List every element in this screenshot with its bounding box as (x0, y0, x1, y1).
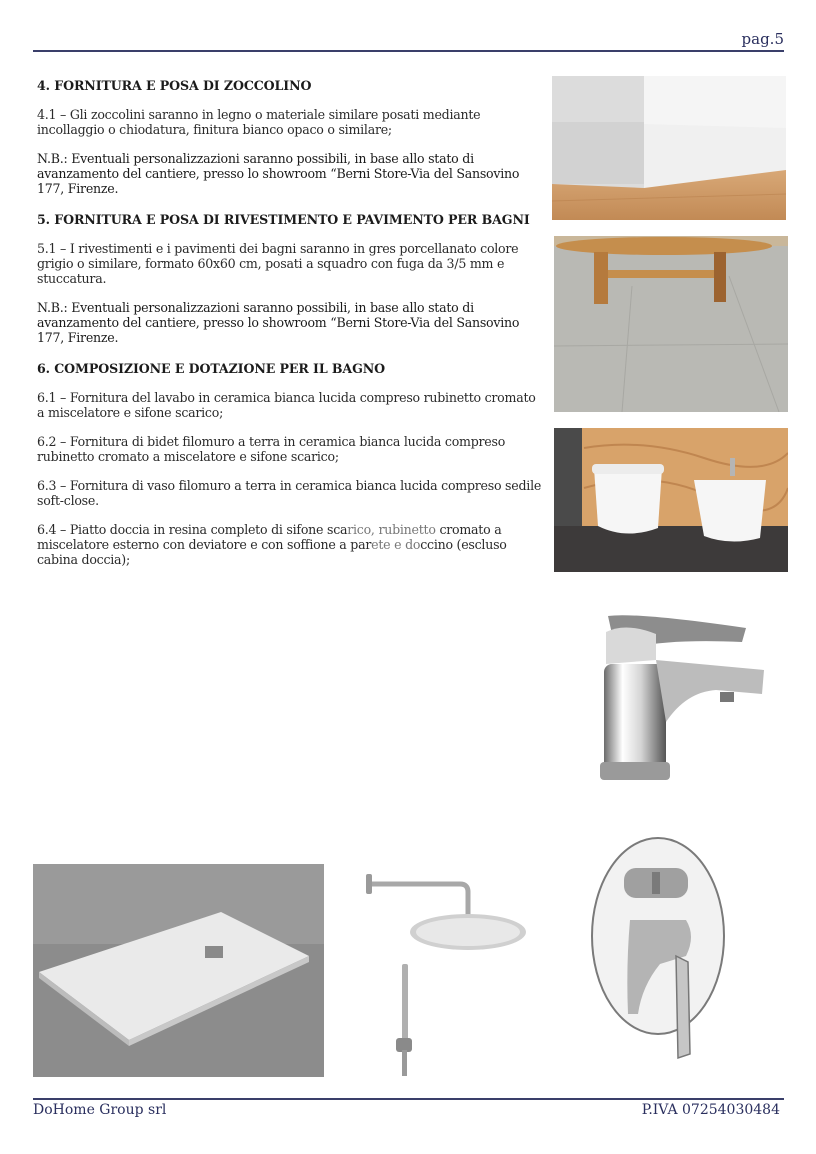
text-run: 6.4 – Piatto doccia in resina completo di sifone sca (37, 522, 348, 537)
note-paragraph: N.B.: Eventuali personalizzazioni saranno possibili, in base allo stato di avanzamento del cantiere, presso lo showroom “Berni Store-Via del Sansovino 177, Firenze. (37, 151, 520, 196)
header-divider (33, 50, 784, 52)
paragraph: 5.1 – I rivestimenti e i pavimenti dei bagni saranno in gres porcellanato colore grigio o similare, formato 60x60 cm, posati a squadro con fuga da 3/5 mm e stuccatura. (37, 241, 519, 286)
basin-mixer-tap-photo (596, 612, 772, 784)
text-run-faded: rico, rubinetto (347, 522, 436, 537)
sanitary-photo-icon (554, 428, 788, 572)
text-run: cromato a miscelatore esterno con deviatore e con soffione a par (37, 522, 502, 552)
shower-tray-photo-icon (33, 864, 324, 1077)
footer-company: DoHome Group srl (33, 1102, 167, 1118)
shower-head-set-photo (362, 874, 528, 1078)
section-heading: 4. FORNITURA E POSA DI ZOCCOLINO (37, 78, 312, 93)
footer-vat-number: P.IVA 07254030484 (641, 1102, 780, 1118)
note-paragraph: N.B.: Eventuali personalizzazioni saranno possibili, in base allo stato di avanzamento del cantiere, presso lo showroom “Berni Store-Via del Sansovino 177, Firenze. (37, 300, 520, 345)
shower-head-photo-icon (362, 874, 528, 1078)
text-column (37, 78, 542, 581)
grey-floor-tiles-photo (554, 236, 788, 412)
mixer-photo-icon (590, 836, 726, 1064)
toilet-bidet-photo (554, 428, 788, 572)
footer-divider (33, 1098, 784, 1100)
skirting-photo-icon (552, 76, 786, 220)
text-run-faded: ete e do (371, 537, 421, 552)
paragraph: 6.1 – Fornitura del lavabo in ceramica bianca lucida compreso rubinetto cromato a miscelatore e sifone scarico; (37, 390, 536, 420)
section-4 (37, 78, 542, 196)
paragraph: 6.2 – Fornitura di bidet filomuro a terra in ceramica bianca lucida compreso rubinetto cromato a miscelatore e sifone scarico; (37, 434, 506, 464)
paragraph: 4.1 – Gli zoccolini saranno in legno o materiale similare posati mediante incollaggio o chiodatura, finitura bianco opaco o similare; (37, 107, 481, 137)
paragraph-6-4 (37, 522, 542, 567)
floor-photo-icon (554, 236, 788, 412)
skirting-board-photo (552, 76, 786, 220)
shower-mixer-diverter-photo (590, 836, 726, 1064)
section-5 (37, 212, 542, 345)
section-heading: 5. FORNITURA E POSA DI RIVESTIMENTO E PAVIMENTO PER BAGNI (37, 212, 530, 227)
page-number: pag.5 (741, 30, 784, 48)
faucet-photo-icon (596, 612, 772, 784)
section-6 (37, 361, 542, 567)
text-run: ccino (escluso cabina doccia); (37, 537, 507, 567)
paragraph: 6.3 – Fornitura di vaso filomuro a terra in ceramica bianca lucida compreso sedile soft-close. (37, 478, 542, 508)
section-heading: 6. COMPOSIZIONE E DOTAZIONE PER IL BAGNO (37, 361, 386, 376)
shower-tray-photo (33, 864, 324, 1077)
